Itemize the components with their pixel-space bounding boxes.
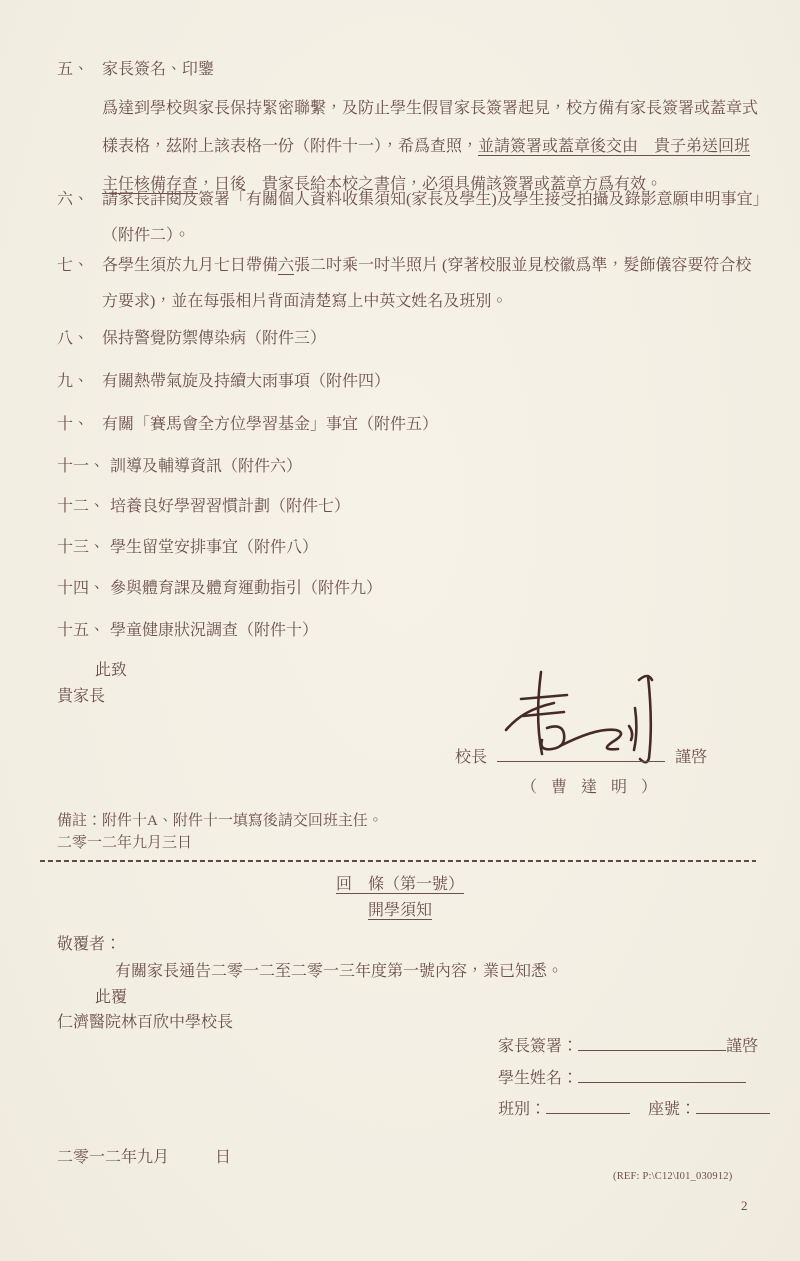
seat-label: 座號： — [648, 1101, 697, 1118]
student-name-row — [498, 1065, 746, 1088]
closing-salute-2: 貴家長 — [57, 688, 106, 705]
reply-date-prefix: 二零一二年九月 — [57, 1149, 170, 1166]
principal-name: （ 曹 達 明 ） — [521, 779, 663, 796]
reply-date-row — [57, 1144, 231, 1167]
notice-item-8 — [57, 325, 326, 348]
reply-closing-1: 此覆 — [95, 989, 128, 1006]
item-number: 十二、 — [57, 498, 106, 515]
class-seat-row — [498, 1096, 770, 1119]
student-name-label: 學生姓名： — [498, 1070, 579, 1087]
item-text: 參與體育課及體育運動指引（附件九） — [110, 580, 383, 597]
item-text: 各學生須於九月七日帶備 — [102, 257, 279, 274]
notice-item-11 — [57, 453, 302, 476]
item-line: 請家長詳閱及簽署「有關個人資料收集須知(家長及學生)及學生接受拍攝及錄影意願申明事宜」 — [102, 191, 769, 208]
page-number: 2 — [741, 1198, 748, 1213]
item-text: 訓導及輔導資訊（附件六） — [110, 458, 303, 475]
notice-item-9 — [57, 368, 390, 391]
reply-date-day: 日 — [215, 1149, 232, 1166]
item-line — [102, 128, 752, 166]
student-name-line — [578, 1067, 746, 1083]
notice-item-10 — [57, 411, 438, 434]
notice-item-7 — [57, 248, 751, 320]
reply-title-text: 回 條（第一號） — [335, 876, 464, 893]
item-number: 八、 — [57, 330, 90, 347]
parent-sign-row — [498, 1033, 758, 1056]
principal-sign-row — [455, 744, 707, 767]
item-line: （附件二）。 — [102, 227, 191, 244]
reply-slip-subtitle — [0, 897, 800, 920]
item-text: 張二吋乘一吋半照片 (穿著校服並見校徽爲準，髮飾儀容要符合校 — [294, 257, 752, 274]
reply-body: 有關家長通告二零一二至二零一三年度第一號內容，業已知悉。 — [115, 963, 564, 980]
dashed-cut-line — [40, 860, 756, 862]
item-number: 十三、 — [57, 539, 106, 556]
item-body — [102, 182, 769, 254]
item-number: 七、 — [57, 257, 90, 274]
notice-item-5 — [57, 50, 759, 204]
item-text: 有關熱帶氣旋及持續大雨事項（附件四） — [102, 373, 391, 390]
item-title: 家長簽名、印鑒 — [102, 61, 215, 78]
underlined-text: 並請簽署或蓋章後交由 貴子弟送回班 — [478, 138, 751, 155]
item-number: 五、 — [57, 61, 90, 78]
item-text: 學生留堂安排事宜（附件八） — [110, 539, 319, 556]
item-text: 保持警覺防禦傳染病（附件三） — [102, 330, 327, 347]
item-text: 樣表格，茲附上該表格一份（附件十一），希爲查照， — [102, 138, 479, 155]
class-label: 班別： — [498, 1101, 547, 1118]
honorific-label: 謹啓 — [726, 1038, 759, 1055]
item-number: 九、 — [57, 373, 90, 390]
item-text: 有關「賽馬會全方位學習基金」事宜（附件五） — [102, 416, 439, 433]
item-line: 方要求)，並在每張相片背面清楚寫上中英文姓名及班別。 — [102, 293, 508, 310]
principal-signature-line — [497, 746, 665, 762]
issue-date: 二零一二年九月三日 — [57, 835, 193, 851]
parent-signature-line — [578, 1035, 726, 1051]
item-number: 六、 — [57, 191, 90, 208]
notice-item-6 — [57, 182, 769, 254]
item-number: 十一、 — [57, 458, 106, 475]
item-body — [102, 248, 751, 320]
notice-item-14 — [57, 575, 382, 598]
file-reference: (REF: P:\C12\I01_030912) — [613, 1171, 733, 1182]
seat-line — [696, 1098, 770, 1114]
reply-subtitle-text: 開學須知 — [367, 902, 432, 919]
item-text: ，日後 貴家長給本校之書信，必須具備該簽署或蓋章方爲有效。 — [198, 176, 663, 193]
item-text: 培養良好學習習慣計劃（附件七） — [110, 498, 351, 515]
item-number: 十四、 — [57, 580, 106, 597]
parent-sign-label: 家長簽署： — [498, 1038, 579, 1055]
honorific-label: 謹啓 — [675, 749, 708, 766]
closing-salute-1: 此致 — [95, 662, 128, 679]
remarks-line: 備註：附件十A、附件十一填寫後請交回班主任。 — [57, 813, 383, 829]
reply-salutation: 敬覆者： — [57, 936, 122, 953]
notice-item-15 — [57, 617, 318, 640]
underlined-text: 六 — [278, 257, 295, 274]
item-text: 學童健康狀況調查（附件十） — [110, 622, 319, 639]
notice-item-13 — [57, 534, 318, 557]
underlined-text: 主任核備存查 — [102, 176, 199, 193]
item-number: 十、 — [57, 416, 90, 433]
notice-item-12 — [57, 493, 350, 516]
item-number: 十五、 — [57, 622, 106, 639]
reply-closing-school: 仁濟醫院林百欣中學校長 — [57, 1014, 234, 1031]
item-line — [102, 248, 751, 284]
principal-label: 校長 — [455, 749, 488, 766]
class-line — [546, 1098, 630, 1114]
reply-slip-title — [0, 871, 800, 894]
item-line: 爲達到學校與家長保持緊密聯繫，及防止學生假冒家長簽署起見，校方備有家長簽署或蓋章式 — [102, 100, 759, 117]
